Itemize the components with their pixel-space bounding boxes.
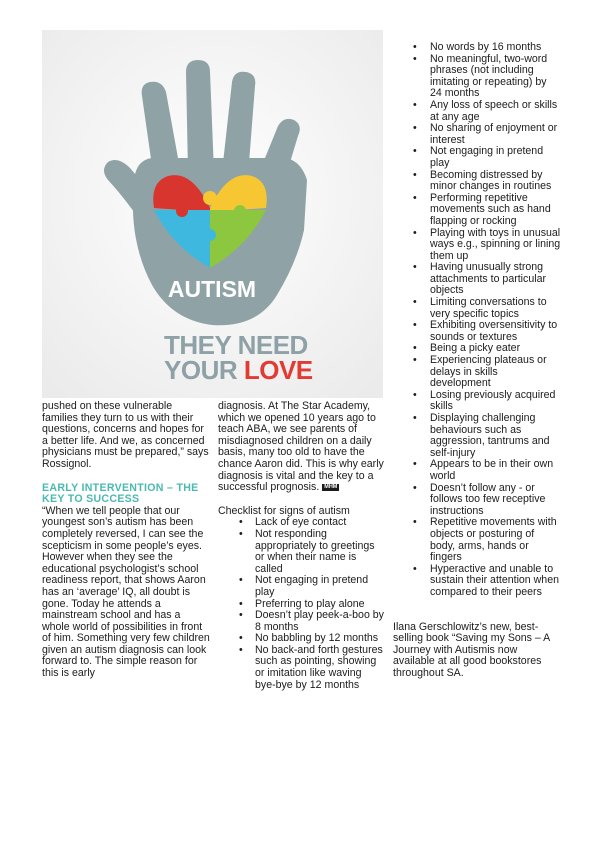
checklist-item: • Not engaging in pretend play <box>393 146 561 169</box>
checklist-item: • Playing with toys in unusual ways e.g., spinning or lining them up <box>393 228 561 263</box>
article-column-3 <box>393 42 561 679</box>
checklist-item: • Not engaging in pretend play <box>218 575 384 598</box>
signs-checklist-part-1 <box>218 517 384 691</box>
checklist-item: • Doesn’t follow any - or follows too few receptive instructions <box>393 483 561 518</box>
autism-label: AUTISM <box>167 276 257 302</box>
slogan-line-1: THEY NEED <box>164 330 308 360</box>
checklist-item: • Becoming distressed by minor changes in routines <box>393 170 561 193</box>
signs-checklist-part-2 <box>393 42 561 599</box>
checklist-item: • No words by 16 months <box>393 42 561 54</box>
checklist-item: • Lack of eye contact <box>218 517 384 529</box>
article-column-1 <box>42 401 210 680</box>
paragraph: pushed on these vulnerable families they turn to us with their questions, concerns and hopes for a better life. And we, as concerned physicians must be prepared,” says Rossignol. <box>42 400 209 470</box>
checklist-item: • Not responding appropriately to greetings or when their name is called <box>218 529 384 575</box>
checklist-item: • No babbling by 12 months <box>218 633 384 645</box>
checklist-item: • No meaningful, two-word phrases (not including imitating or repeating) by 24 months <box>393 54 561 100</box>
checklist-item: • Exhibiting oversensitivity to sounds or textures <box>393 320 561 343</box>
checklist-item: • Displaying challenging behaviours such as aggression, tantrums and self-injury <box>393 413 561 459</box>
slogan-line-2: YOUR LOVE <box>164 355 313 385</box>
checklist-item: • No sharing of enjoyment or interest <box>393 123 561 146</box>
checklist-item: • Preferring to play alone <box>218 599 384 611</box>
checklist-item: • Doesn’t play peek-a-boo by 8 months <box>218 610 384 633</box>
checklist-item: • Being a picky eater <box>393 343 561 355</box>
checklist-item: • Experiencing plateaus or delays in skills development <box>393 355 561 390</box>
checklist-item: • Limiting conversations to very specific topics <box>393 297 561 320</box>
paragraph: “When we tell people that our youngest son’s autism has been completely reversed, I can see the scepticism in some people’s eyes. However when they see the educational psychologist’s school readiness report, that shows Aaron has an ‘average’ IQ, all doubt is gone. Today he attends a mainstream school and has a whole world of possibilities in front of him. Something very few children given an autism diagnosis can look forward to. The simple reason for this is early <box>42 504 210 680</box>
checklist-item: • Having unusually strong attachments to particular objects <box>393 262 561 297</box>
book-promo-footer: Ilana Gerschlowitz’s new, best-selling book “Saving my Sons – A Journey with Autismis now available at all good bookstores throughout SA. <box>393 620 550 679</box>
checklist-item: • Hyperactive and unable to sustain their attention when compared to their peers <box>393 564 561 599</box>
autism-hand-illustration <box>42 30 383 398</box>
checklist-item: • Repetitive movements with objects or posturing of body, arms, hands or fingers <box>393 517 561 563</box>
checklist-item: • Any loss of speech or skills at any age <box>393 100 561 123</box>
checklist-item: • Losing previously acquired skills <box>393 390 561 413</box>
checklist-item: • Appears to be in their own world <box>393 459 561 482</box>
paragraph: diagnosis. At The Star Academy, which we opened 10 years ago to teach ABA, we see parents of misdiagnosed children on a daily basis, many too old to have the chance Aaron did. This is why early diagnosis is vital and the key to a successful prognosis. MHM <box>218 400 384 494</box>
end-mark-badge: MHM <box>324 483 338 490</box>
checklist-item: • No back-and forth gestures such as pointing, showing or imitation like waving bye-bye by 12 months <box>218 645 384 691</box>
section-heading: EARLY INTERVENTION – THE KEY TO SUCCESS <box>42 481 199 506</box>
checklist-item: • Performing repetitive movements such as hand flapping or rocking <box>393 193 561 228</box>
article-column-2 <box>218 401 384 691</box>
checklist-title: Checklist for signs of autism <box>218 504 350 517</box>
